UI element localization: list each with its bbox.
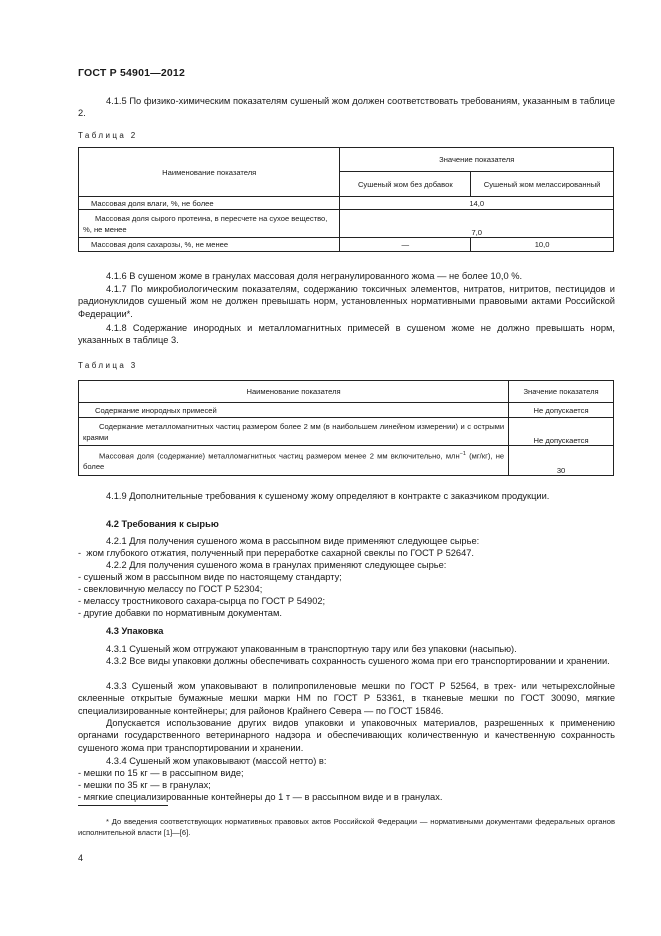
list-item: ‑ жом глубокого отжатия, полученный при переработке сахарной свеклы по ГОСТ Р 52647. xyxy=(78,548,475,558)
paragraph-4-1-9: 4.1.9 Дополнительные требования к сушеному жому определяют в контракте с заказчиком продукции. xyxy=(106,491,550,501)
table-cell-text: (мг/кг), не более xyxy=(83,451,505,472)
superscript: −1 xyxy=(459,450,466,457)
table-cell: 14,0 xyxy=(340,197,614,210)
table-row xyxy=(79,210,614,238)
table-cell: Содержание инородных примесей xyxy=(79,403,509,418)
paragraph-4-2-1: 4.2.1 Для получения сушеного жома в рассыпном виде применяют следующее сырье: xyxy=(106,536,480,546)
paragraph-4-3-3: 4.3.3 Сушеный жом упаковывают в полипропиленовые мешки по ГОСТ Р 52564, в трех- или четырехслойные склеенные открытые бумажные мешки марки НМ по ГОСТ Р 53361, в тканевые мешки по ГОСТ 30090, мягкие специализированные контейнеры; для районов Крайнего Севера — по ГОСТ 15846. xyxy=(78,681,615,716)
table-3 xyxy=(78,380,614,476)
table-cell: 7,0 xyxy=(340,210,614,238)
table-2-header-value: Значение показателя xyxy=(340,148,614,172)
table-cell-text: Массовая доля (содержание) металломагнитных частиц размером менее 2 мм включительно, млн xyxy=(99,451,460,461)
paragraph-4-3-2: 4.3.2 Все виды упаковки должны обеспечивать сохранность сушеного жома при его транспортировании и хранении. xyxy=(106,656,610,666)
table-row xyxy=(79,403,614,418)
table-cell: Массовая доля влаги, %, не более xyxy=(79,197,340,210)
table-cell: — xyxy=(340,238,471,252)
table-2 xyxy=(78,147,614,252)
footnote-divider xyxy=(78,805,168,806)
table-cell: Не допускается xyxy=(509,403,614,418)
table-row xyxy=(79,446,614,476)
table-2-subheader-molassed: Сушеный жом мелассированный xyxy=(471,172,614,197)
paragraph-4-2-2: 4.2.2 Для получения сушеного жома в гранулах применяют следующее сырье: xyxy=(106,560,447,570)
page-number: 4 xyxy=(78,853,84,863)
section-4-3-heading: 4.3 Упаковка xyxy=(106,626,164,636)
table-cell: Не допускается xyxy=(509,418,614,446)
paragraph-4-1-7: 4.1.7 По микробиологическим показателям, содержанию токсичных элементов, нитратов, нитритов, пестицидов и радионуклидов сушеный жом не должен превышать норм, установленных нормативными правовыми актами Российской Федерации*. xyxy=(78,284,615,319)
list-item: - другие добавки по нормативным документам. xyxy=(78,608,282,618)
table-cell xyxy=(79,446,509,476)
list-item-text: жом глубокого отжатия, полученный при переработке сахарной свеклы по ГОСТ Р 52647. xyxy=(86,548,475,558)
table-2-caption: Таблица 2 xyxy=(78,131,138,140)
footnote: * До введения соответствующих нормативных правовых актов Российской Федерации — нормативными документами федеральных органов исполнительной власти [1]—[6]. xyxy=(78,817,615,837)
list-item: - мягкие специализированные контейнеры до 1 т — в рассыпном виде и в гранулах. xyxy=(78,792,443,802)
table-3-header-value: Значение показателя xyxy=(509,381,614,403)
table-3-caption: Таблица 3 xyxy=(78,361,138,370)
list-item: - сушеный жом в рассыпном виде по настоящему стандарту; xyxy=(78,572,342,582)
table-cell: Массовая доля сахарозы, %, не менее xyxy=(79,238,340,252)
section-4-2-heading: 4.2 Требования к сырью xyxy=(106,519,219,529)
list-item: - свекловичную мелассу по ГОСТ Р 52304; xyxy=(78,584,263,594)
document-header: ГОСТ Р 54901—2012 xyxy=(78,67,186,79)
paragraph-4-1-5: 4.1.5 По физико-химическим показателям сушеный жом должен соответствовать требованиям, указанным в таблице 2. xyxy=(78,96,615,119)
table-cell: Содержание металломагнитных частиц размером более 2 мм (в наибольшем линейном измерении) и с острыми краями xyxy=(79,418,509,446)
table-cell: 30 xyxy=(509,446,614,476)
table-cell: Массовая доля сырого протеина, в пересчете на сухое вещество, %, не менее xyxy=(79,210,340,238)
table-row xyxy=(79,418,614,446)
paragraph-4-3-4: 4.3.4 Сушеный жом упаковывают (массой нетто) в: xyxy=(106,756,327,766)
paragraph-4-1-8: 4.1.8 Содержание инородных и металломагнитных примесей в сушеном жоме не должно превышать норм, указанных в таблице 3. xyxy=(78,323,615,346)
table-row xyxy=(79,197,614,210)
paragraph-4-3-1: 4.3.1 Сушеный жом отгружают упакованным в транспортную тару или без упаковки (насыпью). xyxy=(106,644,517,654)
list-item: - мелассу тростникового сахара-сырца по ГОСТ Р 54902; xyxy=(78,596,326,606)
list-item: - мешки по 35 кг — в гранулах; xyxy=(78,780,211,790)
paragraph-4-3-3-continued: Допускается использование других видов упаковки и упаковочных материалов, разрешенных к применению органами государственного ветеринарного надзора и обеспечивающих количественную и качественную сохранность сушеного жома при транспортировании и хранении. xyxy=(78,718,615,753)
list-item: - мешки по 15 кг — в рассыпном виде; xyxy=(78,768,244,778)
table-2-header-name: Наименование показателя xyxy=(79,148,340,197)
table-2-subheader-plain: Сушеный жом без добавок xyxy=(340,172,471,197)
table-3-header-name: Наименование показателя xyxy=(79,381,509,403)
paragraph-4-1-6: 4.1.6 В сушеном жоме в гранулах массовая доля негранулированного жома — не более 10,0 %. xyxy=(106,271,523,281)
table-cell: 10,0 xyxy=(471,238,614,252)
table-row xyxy=(79,238,614,252)
